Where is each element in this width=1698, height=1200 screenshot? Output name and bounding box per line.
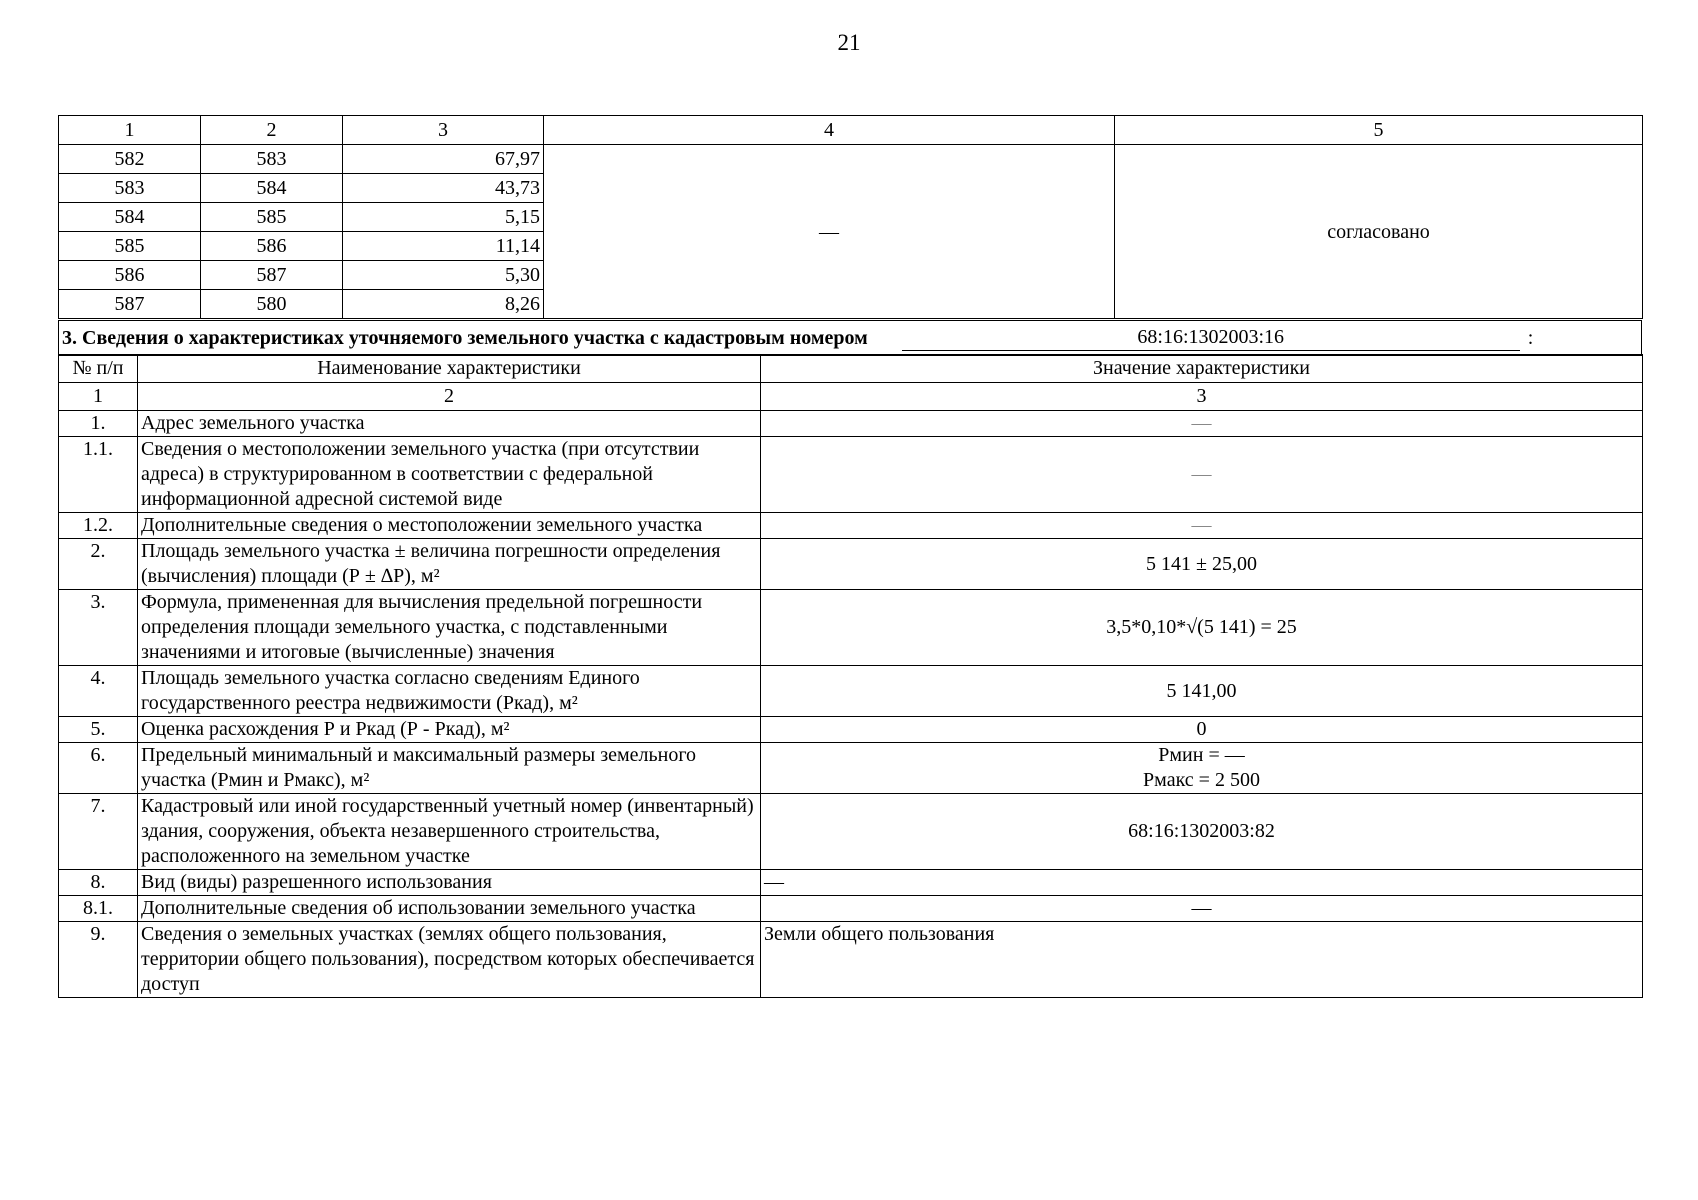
row-number: 8.1.	[59, 896, 138, 922]
point-to: 587	[201, 261, 343, 290]
numbering-cell: 2	[138, 383, 761, 411]
characteristic-value: 68:16:1302003:82	[761, 794, 1643, 870]
point-from: 582	[59, 145, 201, 174]
characteristic-value: —	[761, 513, 1643, 539]
point-from: 587	[59, 290, 201, 319]
table-header-row	[59, 116, 1643, 145]
characteristic-value: 5 141,00	[761, 666, 1643, 717]
characteristic-name: Сведения о местоположении земельного участка (при отсутствии адреса) в структурированном в соответствии с федеральной информационной адресной системой виде	[138, 437, 761, 513]
segment-length: 11,14	[343, 232, 544, 261]
header-cell: 5	[1115, 116, 1643, 145]
table-row	[59, 411, 1643, 437]
cadastral-number-field: 68:16:1302003:16	[902, 325, 1520, 351]
characteristic-name: Дополнительные сведения о местоположении земельного участка	[138, 513, 761, 539]
characteristic-value: 3,5*0,10*√(5 141) = 25	[761, 590, 1643, 666]
point-from: 583	[59, 174, 201, 203]
table-row	[59, 717, 1643, 743]
segment-length: 5,30	[343, 261, 544, 290]
characteristic-value: —	[761, 411, 1643, 437]
row-number: 1.2.	[59, 513, 138, 539]
header-cell: 3	[343, 116, 544, 145]
characteristic-name: Адрес земельного участка	[138, 411, 761, 437]
characteristic-value: 0	[761, 717, 1643, 743]
section-title-row	[59, 321, 1642, 356]
table-row	[59, 922, 1643, 998]
table-row	[59, 743, 1643, 794]
col5-value: согласовано	[1115, 145, 1643, 319]
table-row	[59, 794, 1643, 870]
boundary-segments-table	[58, 115, 1643, 319]
table-row	[59, 539, 1643, 590]
point-from: 585	[59, 232, 201, 261]
characteristic-name: Формула, примененная для вычисления предельной погрешности определения площади земельного участка, с подставленными значениями и итоговые (вычисленные) значения	[138, 590, 761, 666]
numbering-cell: 1	[59, 383, 138, 411]
point-from: 586	[59, 261, 201, 290]
section-title-table	[58, 320, 1642, 356]
pmin-value: Рмин = —	[1158, 744, 1245, 766]
segment-length: 43,73	[343, 174, 544, 203]
header-value: Значение характеристики	[761, 355, 1643, 383]
table-row	[59, 896, 1643, 922]
pmax-value: Рмакс = 2 500	[1143, 769, 1260, 791]
point-to: 584	[201, 174, 343, 203]
title-colon: :	[1527, 326, 1534, 349]
row-number: 5.	[59, 717, 138, 743]
header-number: № п/п	[59, 355, 138, 383]
segment-length: 8,26	[343, 290, 544, 319]
header-cell: 4	[544, 116, 1115, 145]
row-number: 6.	[59, 743, 138, 794]
point-from: 584	[59, 203, 201, 232]
header-cell: 1	[59, 116, 201, 145]
characteristic-name: Площадь земельного участка согласно сведениям Единого государственного реестра недвижимости (Ркад), м²	[138, 666, 761, 717]
row-number: 1.1.	[59, 437, 138, 513]
point-to: 586	[201, 232, 343, 261]
characteristic-name: Дополнительные сведения об использовании земельного участка	[138, 896, 761, 922]
header-name: Наименование характеристики	[138, 355, 761, 383]
segment-length: 67,97	[343, 145, 544, 174]
row-number: 7.	[59, 794, 138, 870]
characteristic-name: Вид (виды) разрешенного использования	[138, 870, 761, 896]
point-to: 583	[201, 145, 343, 174]
characteristic-name: Кадастровый или иной государственный учетный номер (инвентарный) здания, сооружения, объекта незавершенного строительства, расположенного на земельном участке	[138, 794, 761, 870]
table-header-row	[59, 355, 1643, 383]
characteristic-name: Площадь земельного участка ± величина погрешности определения (вычисления) площади (Р ± ∆Р), м²	[138, 539, 761, 590]
point-to: 580	[201, 290, 343, 319]
row-number: 4.	[59, 666, 138, 717]
characteristic-value: 5 141 ± 25,00	[761, 539, 1643, 590]
row-number: 2.	[59, 539, 138, 590]
table-row	[59, 870, 1643, 896]
characteristic-name: Оценка расхождения Р и Ркад (Р - Ркад), м²	[138, 717, 761, 743]
section-title-cell	[59, 321, 1642, 356]
characteristic-value: —	[761, 870, 1643, 896]
section-title: 3. Сведения о характеристиках уточняемого земельного участка с кадастровым номером	[62, 326, 868, 349]
characteristic-value: —	[761, 896, 1643, 922]
table-numbering-row	[59, 383, 1643, 411]
characteristic-value-multi	[761, 743, 1643, 794]
table-row	[59, 666, 1643, 717]
table-row	[59, 590, 1643, 666]
point-to: 585	[201, 203, 343, 232]
table-row	[59, 513, 1643, 539]
header-cell: 2	[201, 116, 343, 145]
numbering-cell: 3	[761, 383, 1643, 411]
row-number: 1.	[59, 411, 138, 437]
row-number: 9.	[59, 922, 138, 998]
segment-length: 5,15	[343, 203, 544, 232]
table-row	[59, 145, 1643, 174]
page-number: 21	[837, 30, 861, 55]
characteristics-table	[58, 354, 1643, 998]
characteristic-value: Земли общего пользования	[761, 922, 1643, 998]
row-number: 8.	[59, 870, 138, 896]
table-row	[59, 437, 1643, 513]
characteristic-value: —	[761, 437, 1643, 513]
row-number: 3.	[59, 590, 138, 666]
characteristic-name: Сведения о земельных участках (землях общего пользования, территории общего пользования), посредством которых обеспечивается доступ	[138, 922, 761, 998]
characteristic-name: Предельный минимальный и максимальный размеры земельного участка (Рмин и Рмакс), м²	[138, 743, 761, 794]
col4-value: —	[544, 145, 1115, 319]
